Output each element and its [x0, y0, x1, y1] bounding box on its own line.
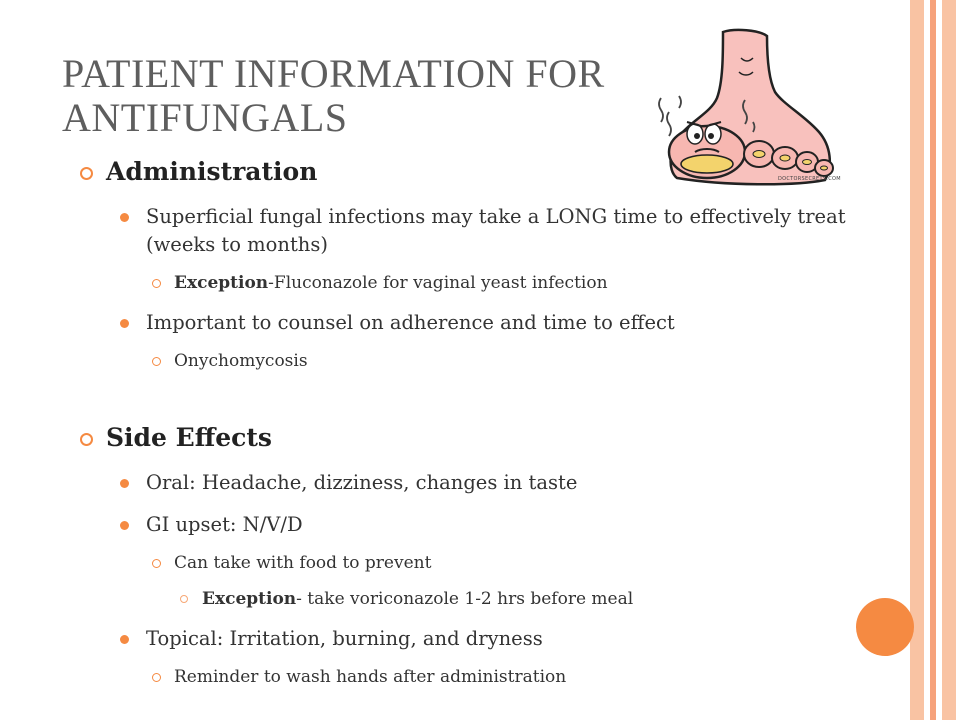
sub-list-item-text: Can take with food to prevent	[174, 553, 432, 573]
sub-list-item	[148, 551, 850, 575]
ring-bullet-icon	[152, 357, 161, 366]
exception-label: Exception	[202, 589, 297, 609]
list-item	[120, 309, 850, 337]
exception-label: Exception	[174, 273, 269, 293]
decorative-circle	[856, 598, 914, 656]
stripe	[910, 0, 924, 720]
dot-bullet-icon	[120, 479, 129, 488]
section-heading-text: Side Effects	[106, 423, 272, 452]
list-item-text: GI upset: N/V/D	[146, 513, 303, 536]
stripe	[942, 0, 956, 720]
ring-bullet-icon	[80, 167, 93, 180]
dot-bullet-icon	[120, 319, 129, 328]
sub-list-item	[148, 349, 850, 373]
list-item	[120, 511, 850, 539]
ring-bullet-icon	[80, 433, 93, 446]
list-item-text: Important to counsel on adherence and time to effect	[146, 311, 675, 334]
sub-list-item	[148, 271, 850, 295]
dot-bullet-icon	[120, 635, 129, 644]
dot-bullet-icon	[120, 521, 129, 530]
stripe	[930, 0, 936, 720]
section-heading-text: Administration	[106, 157, 318, 186]
sub-list-item-text: -Fluconazole for vaginal yeast infection	[268, 273, 608, 293]
image-caption: DOCTORSECRETS.COM	[778, 176, 841, 182]
list-item-text: Oral: Headache, dizziness, changes in taste	[146, 471, 578, 494]
list-item	[120, 625, 850, 653]
slide-title	[62, 52, 682, 140]
dot-bullet-icon	[120, 213, 129, 222]
list-item	[120, 203, 850, 259]
sub-list-item-text: Onychomycosis	[174, 351, 308, 371]
list-item-text: Superficial fungal infections may take a LONG time to effectively treat (weeks to months)	[146, 205, 846, 256]
sub-sub-list-item-text: - take voriconazole 1-2 hrs before meal	[296, 589, 634, 609]
sub-sub-list-item	[176, 587, 850, 611]
sub-list-item	[148, 665, 850, 689]
section-heading-side-effects	[80, 421, 850, 455]
list-item-text: Topical: Irritation, burning, and dryness	[146, 627, 543, 650]
ring-bullet-icon	[152, 279, 161, 288]
title-line-2: ANTIFUNGALS	[62, 95, 348, 140]
decorative-stripes	[910, 0, 960, 720]
section-heading-administration	[80, 155, 850, 189]
ring-bullet-icon	[152, 559, 161, 568]
ring-bullet-icon	[180, 595, 188, 603]
title-line-1: PATIENT INFORMATION FOR	[62, 51, 605, 96]
slide-content	[80, 155, 850, 689]
sub-list-item-text: Reminder to wash hands after administration	[174, 667, 567, 687]
list-item	[120, 469, 850, 497]
ring-bullet-icon	[152, 673, 161, 682]
